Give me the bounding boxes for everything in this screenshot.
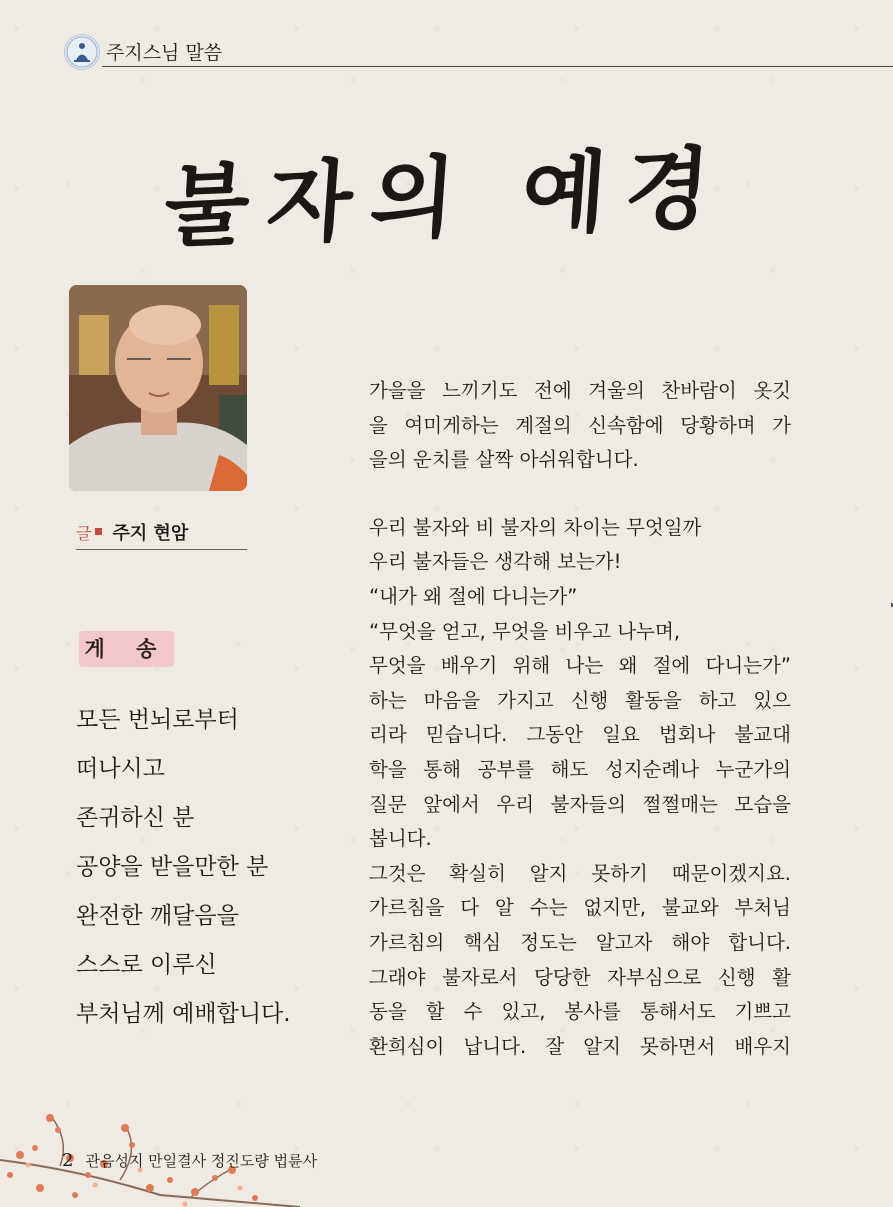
body-line: 봅니다. <box>369 827 432 851</box>
bullet-square-icon <box>95 528 102 535</box>
section-label: 주지스님 말씀 <box>106 42 223 64</box>
gatha-line: 완전한 깨달음을 <box>76 903 239 929</box>
gatha-line: 공양을 받을만한 분 <box>76 854 269 880</box>
body-line: “무엇을 얻고, 무엇을 비우고 나누며, <box>369 619 681 643</box>
gatha-line: 떠나시고 <box>76 756 165 782</box>
body-line: 우리 불자들은 생각해 보는가! <box>369 550 622 574</box>
body-line: 무엇을 배우기 위해 나는 왜 절에 다니는가” <box>369 654 791 678</box>
gatha-badge: 게 송 <box>79 631 174 667</box>
body-line: 그것은 확실히 알지 못하기 때문이겠지요. <box>369 861 791 885</box>
gatha-line: 부처님께 예배합니다. <box>76 1001 291 1027</box>
page-header <box>64 32 893 68</box>
body-line: 우리 불자와 비 불자의 차이는 무엇일까 <box>369 515 702 539</box>
paragraph-gap <box>369 478 791 511</box>
body-line: 그래야 불자로서 당당한 자부심으로 신행 활 <box>369 965 791 989</box>
body-line: 동을 할 수 있고, 봉사를 통해서도 기쁘고 <box>369 1000 791 1024</box>
article-body <box>369 374 791 1064</box>
body-line: 을 여미게하는 계절의 신속함에 당황하며 가 <box>369 413 791 437</box>
header-divider <box>102 66 893 67</box>
author-photo <box>69 285 247 491</box>
page-footer <box>62 1150 317 1171</box>
author-name: 주지 현암 <box>112 523 189 544</box>
author-byline <box>76 519 247 550</box>
author-prefix: 글 <box>76 524 92 543</box>
gatha-line: 스스로 이루신 <box>76 952 217 978</box>
gatha-line: 모든 번뇌로부터 <box>76 707 239 733</box>
body-line: 환희심이 납니다. 잘 알지 못하면서 배우지 <box>369 1034 791 1058</box>
gatha-verse <box>76 700 291 1043</box>
body-line: 가을을 느끼기도 전에 겨울의 찬바람이 옷깃 <box>369 379 791 402</box>
body-line: 하는 마음을 가지고 신행 활동을 하고 있으 <box>369 688 791 712</box>
body-line: 가르침의 핵심 정도는 알고자 해야 합니다. <box>369 930 791 954</box>
body-line: 리라 믿습니다. 그동안 일요 법회나 불교대 <box>369 723 791 747</box>
body-line: “내가 왜 절에 다니는가” <box>369 584 578 608</box>
page-title: 불자의 예경 <box>160 135 732 260</box>
temple-emblem-icon <box>64 34 100 70</box>
page-number: 2 <box>62 1150 74 1171</box>
body-line: 을의 운치를 살짝 아쉬워합니다. <box>369 448 639 472</box>
body-line: 질문 앞에서 우리 불자들의 쩔쩔매는 모습을 <box>369 792 791 816</box>
body-line: 학을 통해 공부를 해도 성지순례나 누군가의 <box>369 757 791 781</box>
temple-name: 관음성지 만일결사 정진도량 법륜사 <box>85 1152 318 1170</box>
gatha-line: 존귀하신 분 <box>76 805 195 831</box>
body-line: 가르침을 다 알 수는 없지만, 불교와 부처님 <box>369 896 791 920</box>
